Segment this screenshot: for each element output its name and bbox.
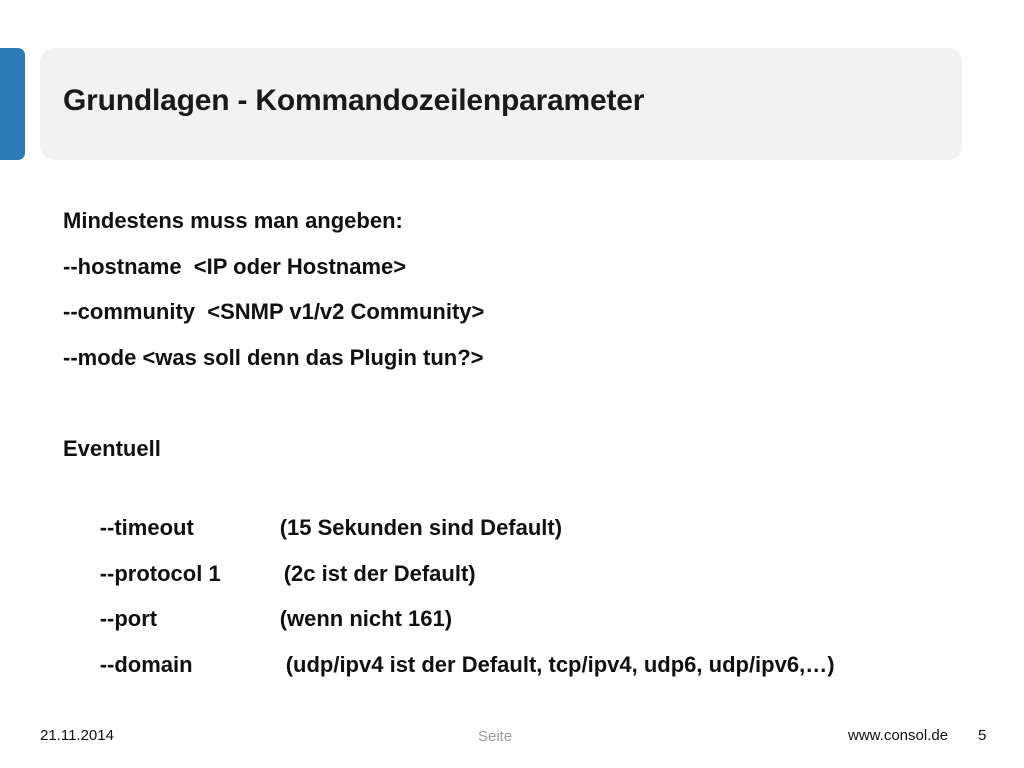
required-line-community: --community <SNMP v1/v2 Community> (63, 299, 485, 324)
option-description: (2c ist der Default) (283, 560, 476, 586)
option-description: (15 Sekunden sind Default) (279, 515, 563, 540)
footer-website: www.consol.de (848, 727, 949, 744)
option-description: (wenn nicht 161) (279, 606, 453, 631)
footer-page-number: 5 (978, 727, 987, 744)
accent-bar (0, 48, 25, 160)
footer-date: 21.11.2014 (40, 727, 114, 744)
required-line-hostname: --hostname <IP oder Hostname> (63, 253, 407, 279)
option-name: --port (99, 606, 158, 631)
footer-page-label: Seite (478, 728, 513, 745)
optional-heading: Eventuell (63, 435, 161, 461)
option-name: --domain (99, 651, 193, 677)
option-description: (udp/ipv4 ist der Default, tcp/ipv4, udp6, udp/ipv6,…) (285, 651, 835, 677)
optional-item-timeout (63, 477, 963, 540)
title-box (40, 48, 962, 160)
slide-title: Grundlagen - Kommandozeilenparameter (63, 84, 645, 117)
option-name: --timeout (99, 515, 194, 540)
slide-content (63, 204, 963, 677)
blank-line (63, 386, 963, 432)
required-heading: Mindestens muss man angeben: (63, 208, 403, 233)
required-line-mode: --mode <was soll denn das Plugin tun?> (63, 344, 484, 370)
option-name: --protocol 1 (99, 560, 221, 586)
